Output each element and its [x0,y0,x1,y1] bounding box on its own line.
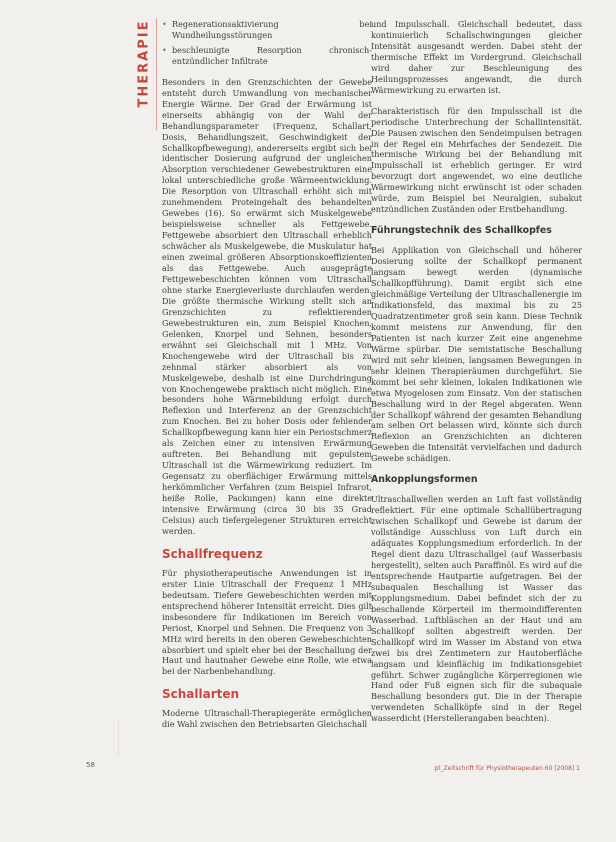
body-paragraph: Für physiotherapeutische Anwendungen ist in erster Linie Ultraschall der Frequenz 1 MHz bedeutsam. Tiefere Gewebeschichten werden mit entsprechend höherer Intensität erreicht. Dies gilt insbesondere für Indikationen im Bereich von Periost, Knorpel und Sehnen. Die Frequenz von 3 MHz wird bereits in den oberen Gewebeschichten absorbiert und spielt eher bei der Beschallung der Haut und hautnaher Gewebe eine Rolle, wie etwa bei der Narbenbehandlung. [162,567,372,677]
left-column [162,19,372,740]
body-paragraph: Ultraschallwellen werden an Luft fast vollständig reflektiert. Für eine optimale Schallübertragung zwischen Schallkopf und Gewebe ist darum der vollständige Ausschluss von Luft durch ein adäquates Kopplungsmedium erforderlich. In der Regel dient dazu Ultraschallgel (auf Wasserbasis hergestellt), selten auch Paraffinöl. Es wird auf die entsprechende Hautpartie aufgetragen. Bei der subaqualen Beschallung ist Wasser das Kopplungsmedium. Dabei befindet sich der zu beschallende Körperteil im thermoindifferenten Wasserbad. Luftbläschen an der Haut und am Schallkopf sollten abgestreift werden. Der Schallkopf wird im Wasser im Abstand von etwa zwei bis drei Zentimetern zur Hautoberfläche langsam und kleinflächig im Indikationsgebiet geführt. Schwer zugängliche Körperregionen wie Hand oder Fuß eignen sich für die subaquale Beschallung besonders gut. Die in der Therapie verwendeten Schallköpfe sind in der Regel wasserdicht (Herstellerangaben beachten). [371,494,582,724]
body-paragraph: Charakteristisch für den Impulsschall ist die periodische Unterbrechung der Schallintensität. Die Pausen zwischen den Sendeimpulsen betragen in der Regel ein Mehrfaches der Sendezeit. Die thermische Wirkung bei der Behandlung mit Impulsschall ist erheblich geringer. Er wird bevorzugt dort angewendet, wo eine deutliche Wärmewirkung nicht erwünscht ist oder schaden würde, zum Beispiel bei Neuralgien, subakut entzündlichen Zuständen oder Erstbehandlung. [371,105,582,215]
subsection-heading: Führungstechnik des Schallkopfes [371,225,552,237]
body-paragraph: und Impulsschall. Gleichschall bedeutet, dass kontinuierlich Schallschwingungen gleicher Intensität ausgesandt werden. Dabei steht der thermische Effekt im Vordergrund. Gleichschall wird daher zur Beschleunigung des Heilungsprozesses angewandt, die durch Wärmewirkung zu erwarten ist. [371,19,582,95]
section-tab [136,18,157,130]
section-tab-label: THERAPIE [136,19,152,108]
journal-footer: pt_Zeitschrift für Physiotherapeuten 60 [2008] 1 [434,765,580,772]
decorative-margin-mark [118,720,133,756]
bullet-item: • Regenerationsaktivierung bei Wundheilungsstörungen [162,19,372,41]
section-heading: Schallfrequenz [162,546,263,561]
section-heading: Schallarten [162,687,240,702]
page-number: 58 [86,761,95,769]
body-paragraph: Moderne Ultraschall-Therapiegeräte ermöglichen die Wahl zwischen den Betriebsarten Gleichschall [162,708,372,730]
body-paragraph: Besonders in den Grenzschichten der Gewebe entsteht durch Umwandlung von mechanischer Energie Wärme. Der Grad der Erwärmung ist einerseits abhängig von der Wahl der Behandlungsparameter (Frequenz, Schallart, Dosis, Behandlungszeit, Geschwindigkeit der Schallkopfbewegung), andererseits ergibt sich bei identischer Dosierung aufgrund der ungleichen Absorption verschiedener Gewebestrukturen eine lokal unterschiedliche große Wärmeentwicklung. Die Resorption von Ultraschall erhöht sich mit zunehmendem Proteingehalt des behandelten Gewebes (16). So erwärmt sich Muskelgewebe beispielsweise schneller als Fettgewebe. Fettgewebe absorbiert den Ultraschall erheblich schwächer als Muskelgewebe, die Muskulatur hat einen zweimal größeren Absorptionskoeffizienten als das Fettgewebe. Auch ausgeprägte Fettgewebeschichten können vom Ultraschall ohne starke Energieverluste durchlaufen werden. Die größte thermische Wirkung stellt sich an Grenzschichten zu reflektierenden Gewebestrukturen ein, zum Beispiel Knochen, Gelenken, Knorpel und Sehnen, besonders erwähnt sei Gleichschall mit 1 MHz. Von Knochengewebe wird der Ultraschall bis zu zehnmal stärker absorbiert als von Muskelgewebe, deshalb ist eine Durchdringung von Knochengewebe praktisch nicht möglich. Eine besonders hohe Wärmebildung erfolgt durch Reflexion und Interferenz an der Grenzschicht zum Knochen. Bei zu hoher Dosis oder fehlender Schallkopfbewegung kann hier ein Periostschmerz als Zeichen einer zu intensiven Erwärmung auftreten. Bei Behandlung mit gepulstem Ultraschall ist die Wärmewirkung reduziert. Im Gegensatz zu oberflächiger Erwärmung mittels herkömmlicher Verfahren (zum Beispiel Infrarot, heiße Rolle, Packungen) kann eine direkte intensive Erwärmung (circa 30 bis 35 Grad Celsius) auch tiefergelegener Strukturen erreicht werden. [162,76,372,536]
body-paragraph: Bei Applikation von Gleichschall und höherer Dosierung sollte der Schallkopf permanent langsam bewegt werden (dynamische Schallkopfführung). Damit ergibt sich eine gleichmäßige Verteilung der Ultraschallenergie im Indikationsfeld, das maximal bis zu 25 Quadratzentimeter groß sein kann. Diese Technik kommt meistens zur Anwendung, für den Patienten ist nach kurzer Zeit eine angenehme Wärme spürbar. Die semistatische Beschallung wird mit sehr kleinen, langsamen Bewegungen in sehr kleinen Therapieräumen durchgeführt. Sie kommt bei sehr kleinen, lokalen Indikationen wie etwa Myogelosen zum Einsatz. Von der statischen Beschallung wird in der Regel abgeraten. Wenn der Schallkopf während der gesamten Behandlung am selben Ort belassen wird, könnte sich durch Reflexion an Grenzschichten an dichteren Geweben die Intensität vervielfachen und dadurch Gewebe schädigen. [371,245,582,464]
bullet-list [162,19,372,67]
subsection-heading: Ankopplungsformen [371,474,478,486]
bullet-item: • beschleunigte Resorption chronisch-entzündlicher Infiltrate [162,45,372,67]
right-column [371,19,582,734]
